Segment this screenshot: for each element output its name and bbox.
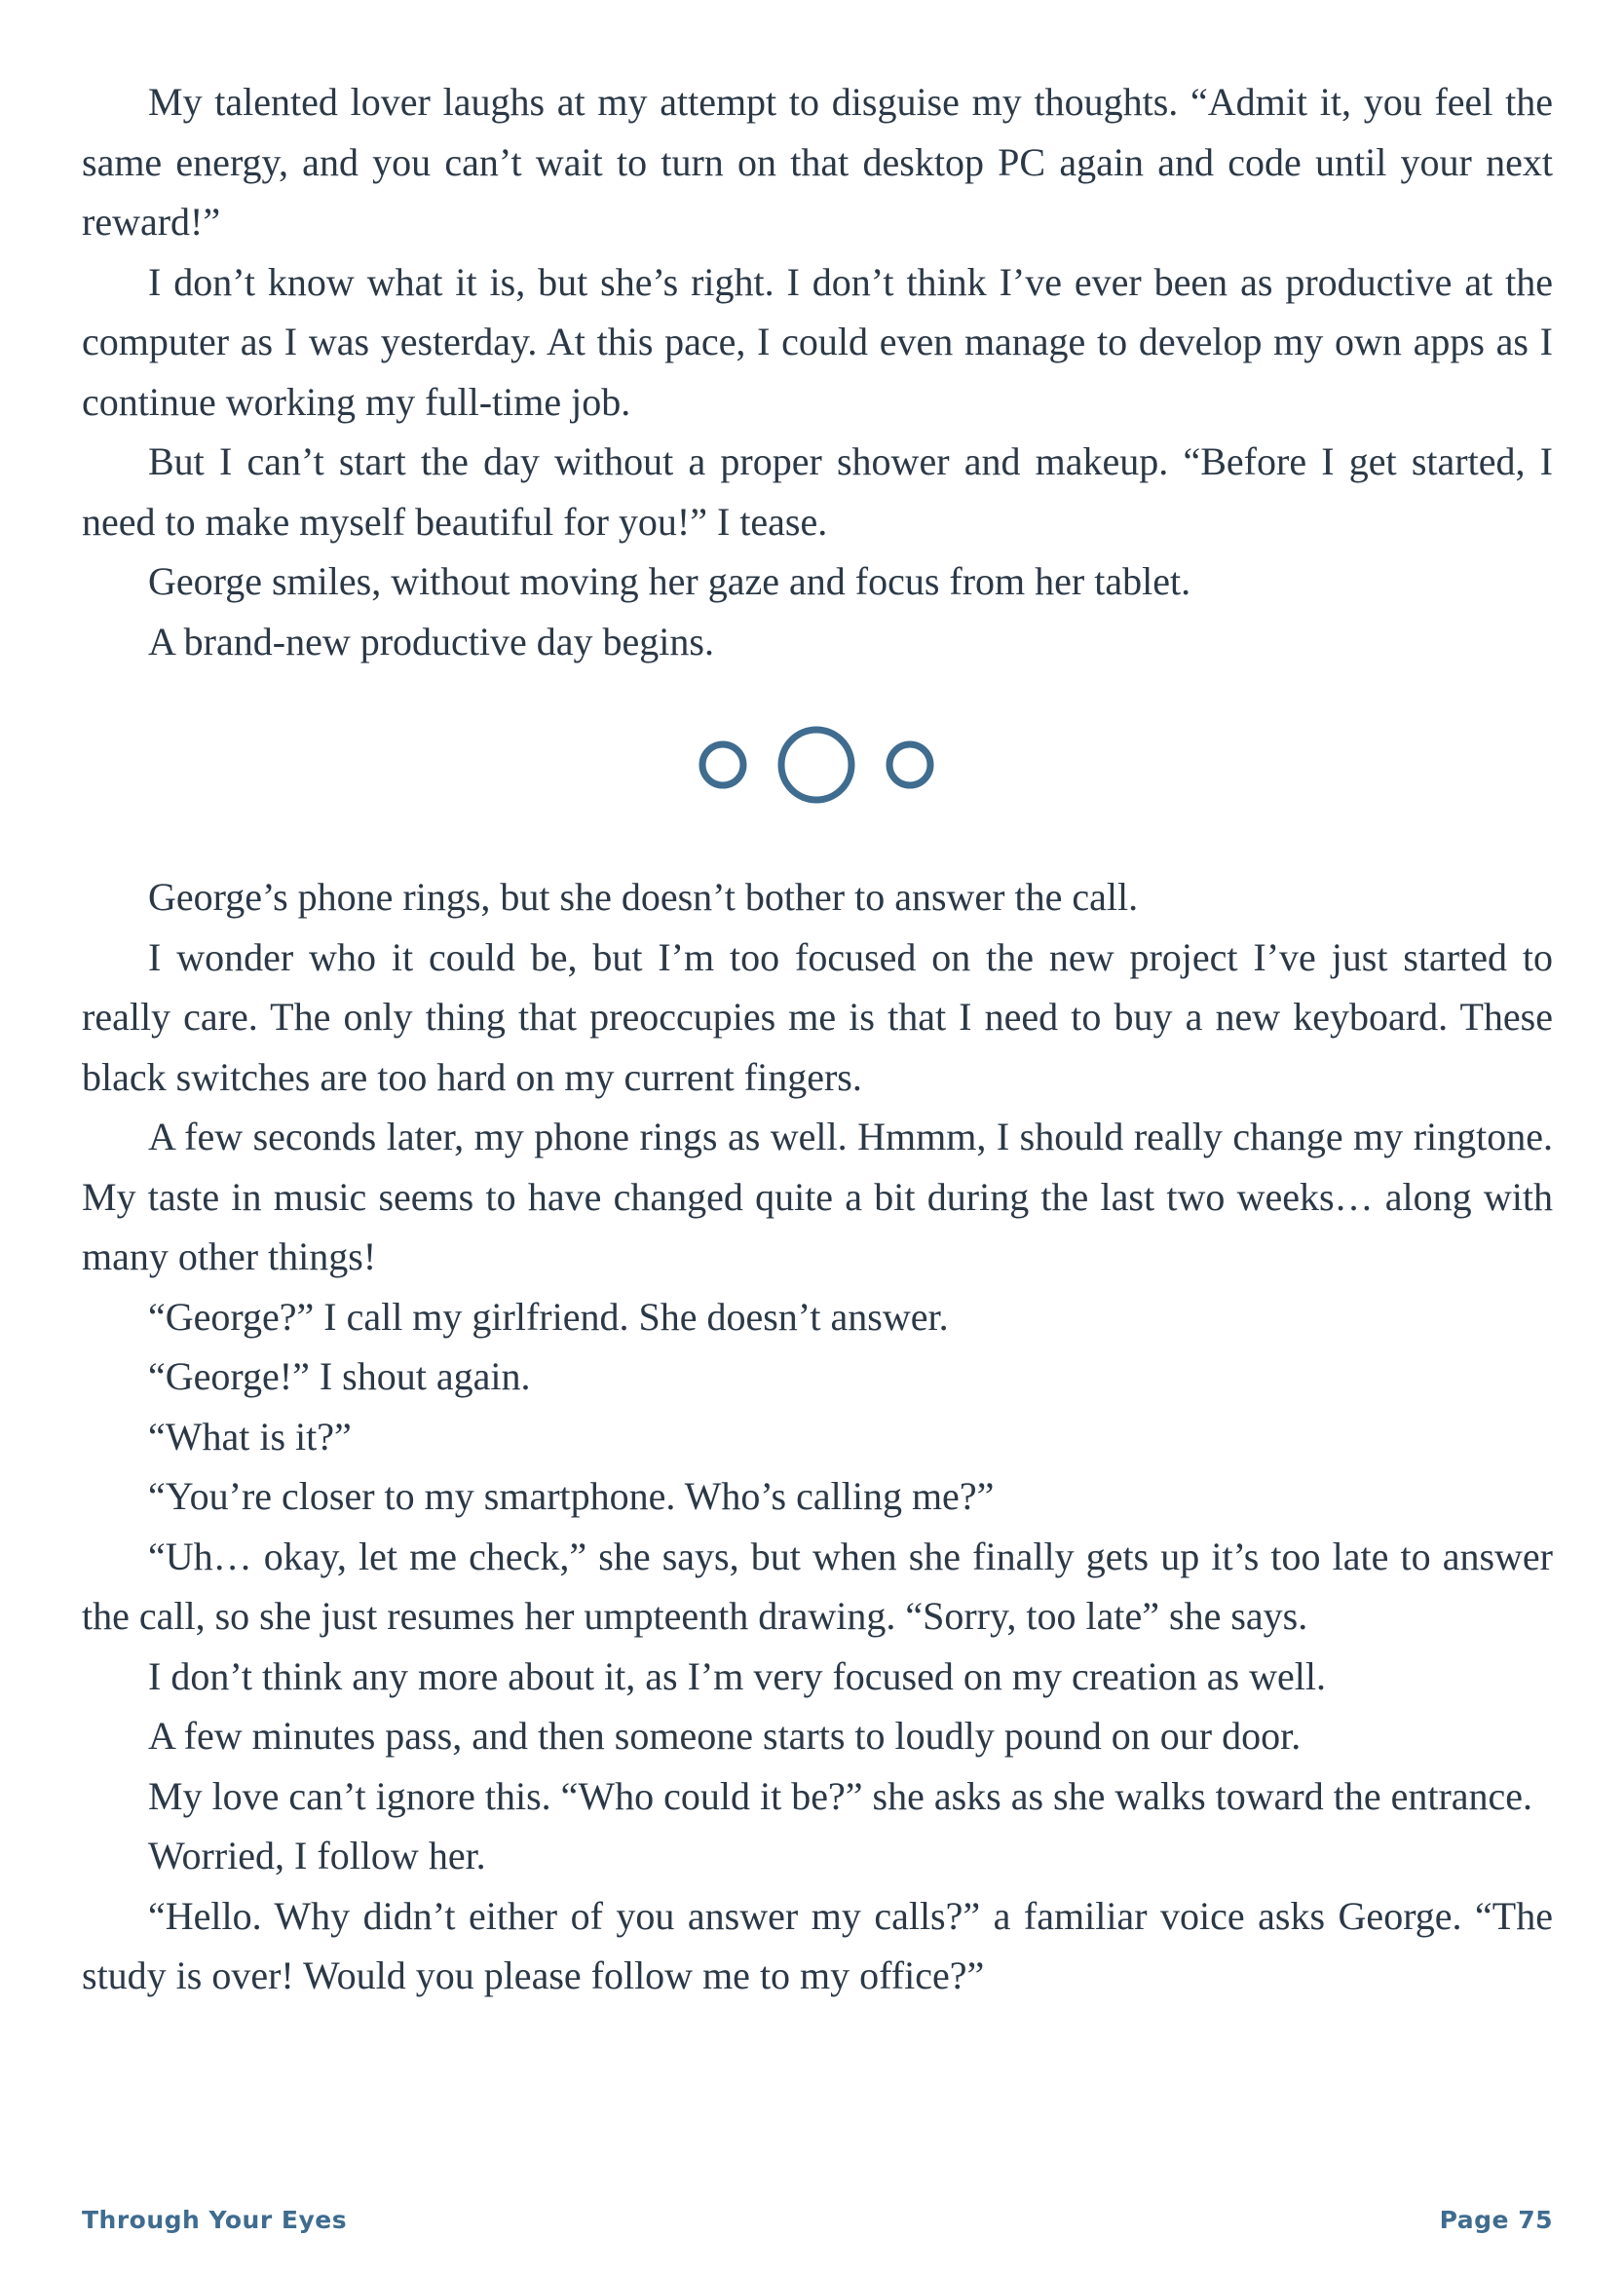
paragraph: George’s phone rings, but she doesn’t bother to answer the call. xyxy=(148,875,1139,919)
paragraph: I wonder who it could be, but I’m too focused on the new project I’ve just started to really care. The only thing that preoccupies me is that I need to buy a new keyboard. These black switches are too hard on my current fingers. xyxy=(82,934,1553,1099)
paragraph: George smiles, without moving her gaze and focus from her tablet. xyxy=(148,559,1191,603)
small-circle-left xyxy=(702,744,743,785)
paragraph: Worried, I follow her. xyxy=(148,1834,486,1877)
paragraph: “What is it?” xyxy=(148,1414,352,1459)
paragraph: “George?” I call my girlfriend. She doesn’t answer. xyxy=(148,1294,949,1339)
page-number: Page 75 xyxy=(1439,2206,1553,2234)
paragraph: My talented lover laughs at my attempt to disguise my thoughts. “Admit it, you feel the same energy, and you can’t wait to turn on that desktop PC again and code until your next reward!” xyxy=(82,80,1553,244)
paragraph: “You’re closer to my smartphone. Who’s calling me?” xyxy=(148,1474,995,1518)
small-circle-right xyxy=(889,744,930,785)
paragraph: But I can’t start the day without a proper shower and makeup. “Before I get started, I need to make myself beautiful for you!” I tease. xyxy=(82,439,1553,544)
paragraph: I don’t think any more about it, as I’m very focused on my creation as well. xyxy=(148,1653,1326,1698)
paragraph: “Hello. Why didn’t either of you answer my calls?” a familiar voice asks George. “The study is over! Would you please follow me to my office?” xyxy=(82,1893,1553,1997)
paragraph: A few minutes pass, and then someone starts to loudly pound on our door. xyxy=(148,1714,1302,1758)
paragraph: A brand-new productive day begins. xyxy=(148,619,714,663)
three-circles-separator-icon xyxy=(0,721,1624,809)
large-circle-center xyxy=(781,730,851,800)
paragraph: “George!” I shout again. xyxy=(148,1354,531,1398)
paragraph: “Uh… okay, let me check,” she says, but when she finally gets up it’s too late to answer the call, so she just resumes her umpteenth drawing. “Sorry, too late” she says. xyxy=(82,1534,1553,1638)
paragraph: A few seconds later, my phone rings as well. Hmmm, I should really change my ringtone. My taste in music seems to have changed quite a bit during the last two weeks… along with many other things! xyxy=(82,1115,1553,1278)
book-title: Through Your Eyes xyxy=(82,2206,348,2234)
text-section-bottom xyxy=(82,867,1553,2006)
paragraph: I don’t know what it is, but she’s right. I don’t think I’ve ever been as productive at the computer as I was yesterday. At this pace, I could even manage to develop my own apps as I continue working my full-time job. xyxy=(82,259,1553,424)
paragraph: My love can’t ignore this. “Who could it be?” she asks as she walks toward the entrance. xyxy=(148,1773,1533,1818)
text-section-top xyxy=(82,72,1553,671)
